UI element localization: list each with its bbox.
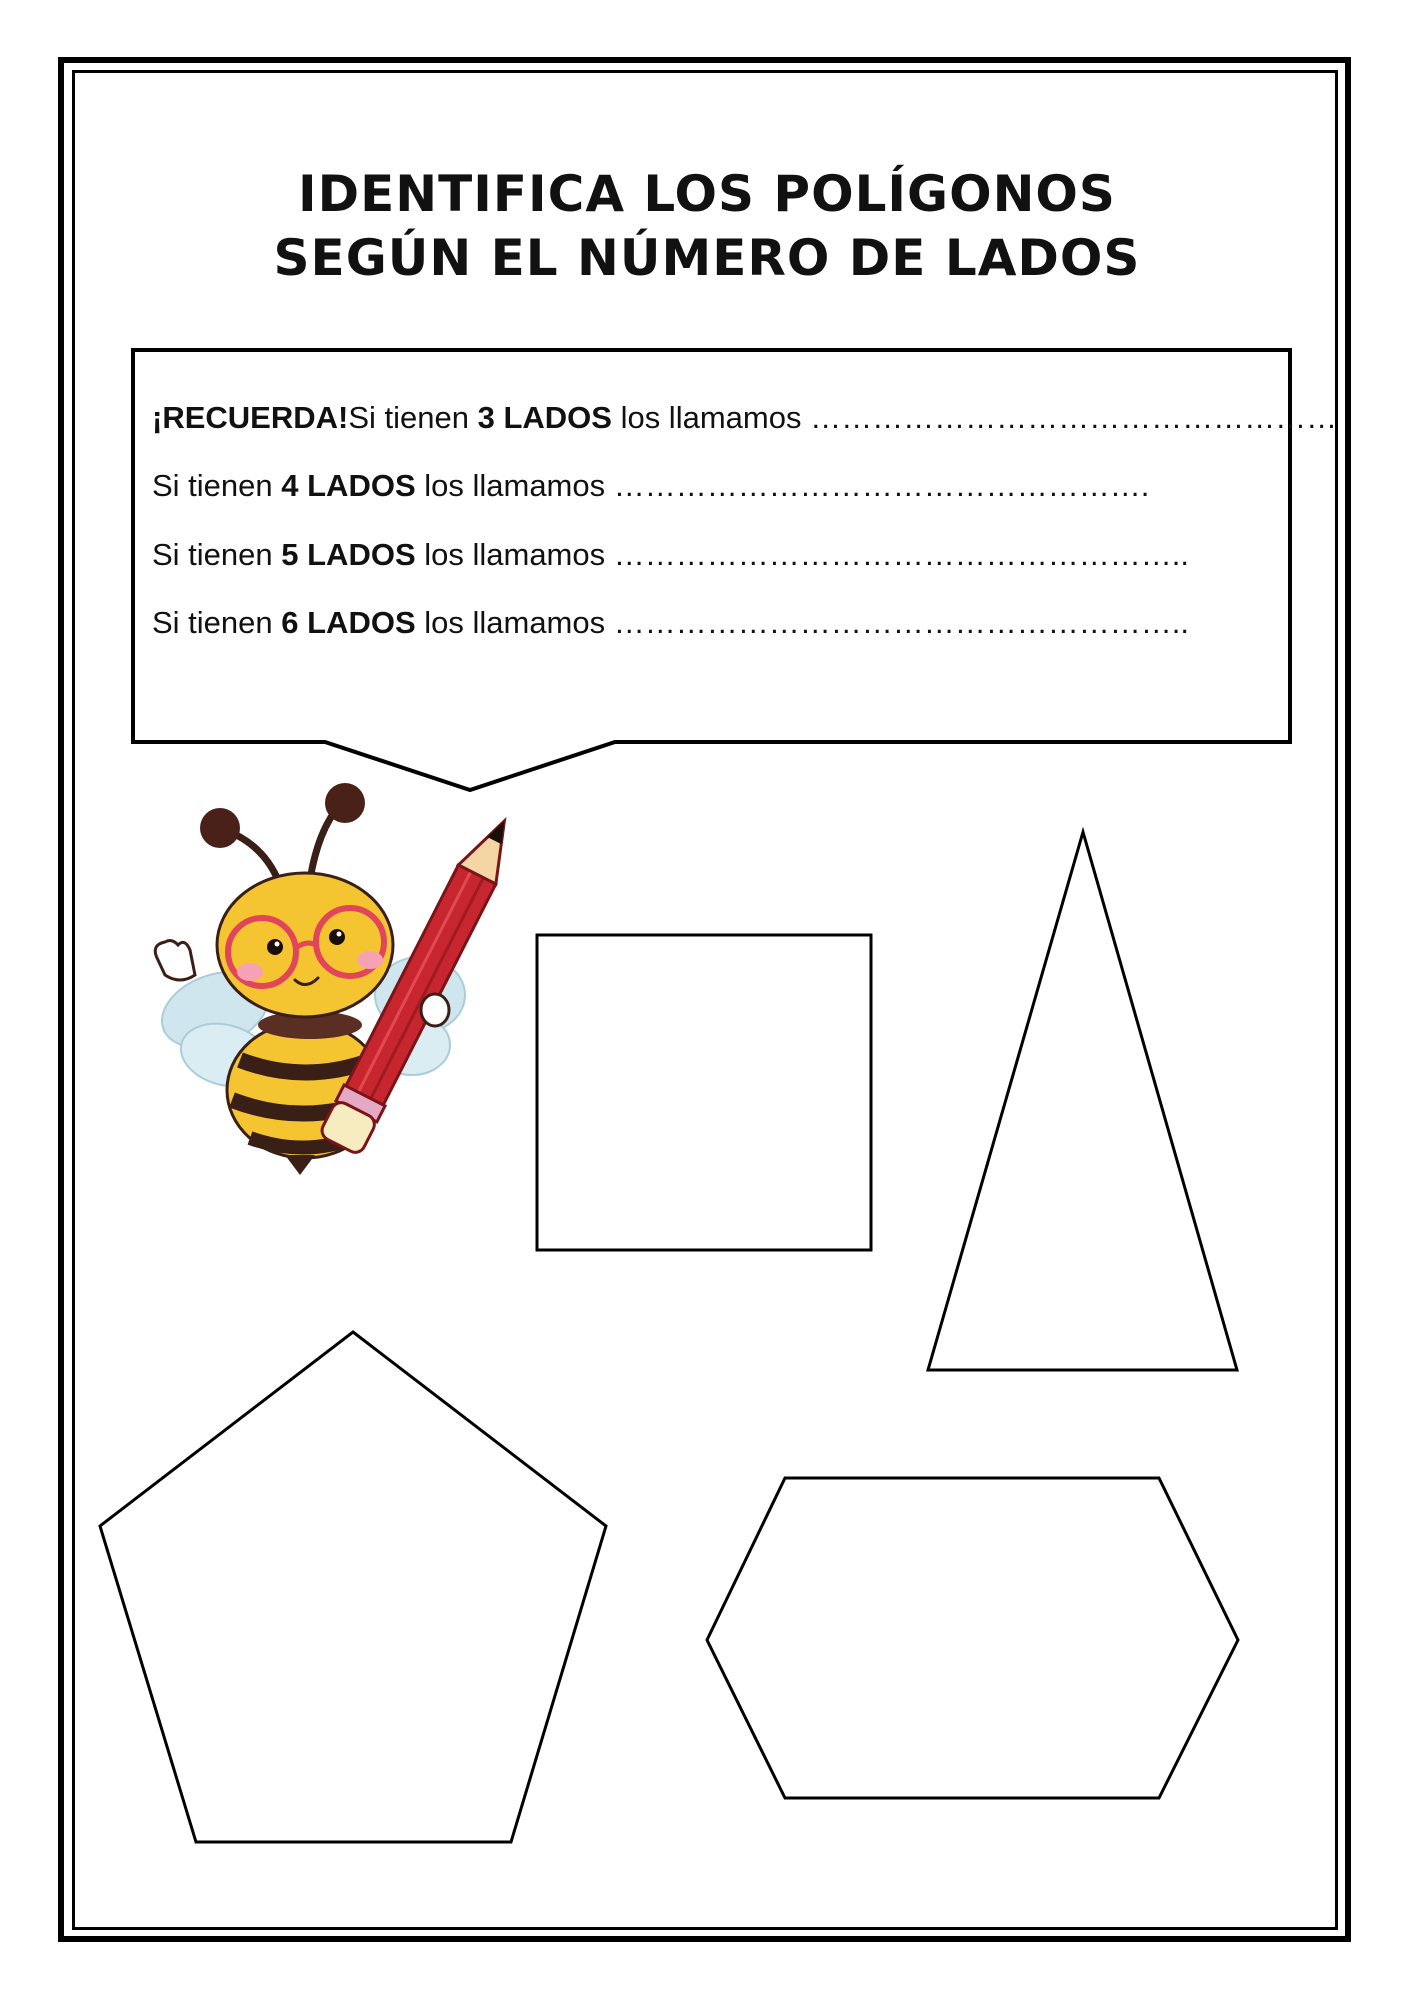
triangle-shape [928, 832, 1237, 1370]
reminder-count: 5 LADOS [281, 537, 416, 572]
reminder-count: 4 LADOS [281, 468, 416, 503]
reminder-blank: los llamamos ……………………………………………….. [415, 537, 1189, 572]
reminder-blank: los llamamos ……………………………………………….. [415, 605, 1189, 640]
pentagon-shape [100, 1332, 606, 1842]
reminder-prefix: Si tienen [152, 468, 282, 503]
reminder-blank: los llamamos …………………………………………… [611, 400, 1338, 435]
reminder-prefix: Si tienen [348, 400, 478, 435]
reminder-prefix: Si tienen [152, 537, 282, 572]
title-line-1: IDENTIFICA LOS POLÍGONOS [298, 165, 1116, 223]
reminder-intro: ¡RECUERDA! [152, 400, 349, 435]
reminder-blank: los llamamos ……………………………………………. [415, 468, 1150, 503]
reminder-count: 3 LADOS [477, 400, 612, 435]
reminder-prefix: Si tienen [152, 605, 282, 640]
title-line-2: SEGÚN EL NÚMERO DE LADOS [273, 229, 1141, 287]
bee-with-pencil-icon [151, 783, 525, 1175]
reminder-count: 6 LADOS [281, 605, 416, 640]
hexagon-shape [707, 1478, 1238, 1798]
square-shape [537, 935, 871, 1250]
